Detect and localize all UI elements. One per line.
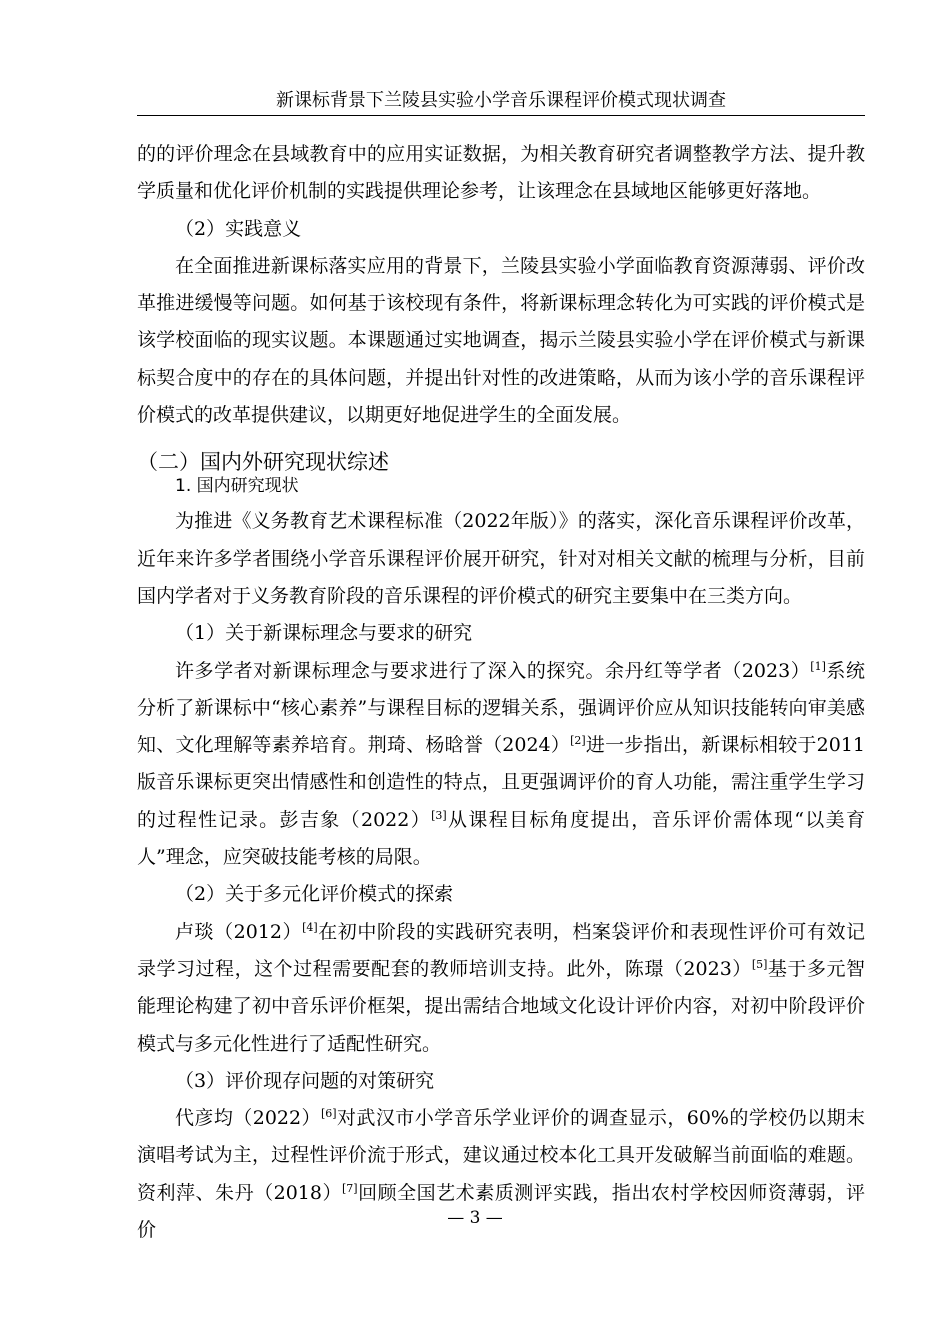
paragraph: 的的评价理念在县域教育中的应用实证数据，为相关教育研究者调整教学方法、提升教学质量和优化评价机制的实践提供理论参考，让该理念在县域地区能够更好落地。 <box>137 143 865 203</box>
text-run: 系统分析了新课标中“核心素养”与课程目标的逻辑关系，强调评价应从知识技能转向审美感知、文化理解等素养培育。荆琦、杨晗誉（2024） <box>137 659 865 757</box>
paragraph <box>137 914 865 1063</box>
paragraph: 为推进《义务教育艺术课程标准（2022年版）》的落实，深化音乐课程评价改革，近年来许多学者围绕小学音乐课程评价展开研究，针对对相关文献的梳理与分析，目前国内学者对于义务教育阶段的音乐课程的评价模式的研究主要集中在三类方向。 <box>137 510 865 607</box>
paragraph-heading: （2）关于多元化评价模式的探索 <box>175 883 454 906</box>
paragraph <box>137 653 865 877</box>
text-run: 在初中阶段的实践研究表明，档案袋评价和表现性评价可有效记录学习过程，这个过程需要配套的教师培训支持。此外，陈璟（2023） <box>137 920 865 980</box>
text-run: 对武汉市小学音乐学业评价的调查显示，60%的学校仍以期末演唱考试为主，过程性评价流于形式，建议通过校本化工具开发破解当前面临的难题。资利萍、朱丹（2018） <box>137 1107 866 1204</box>
text-run: 基于多元智能理论构建了初中音乐评价框架，提出需结合地域文化设计评价内容，对初中阶段评价模式与多元化性进行了适配性研究。 <box>137 957 865 1055</box>
citation-ref: [4] <box>302 920 318 934</box>
running-header: 新课标背景下兰陵县实验小学音乐课程评价模式现状调查 <box>276 90 726 111</box>
text-run: 代彦均（2022） <box>175 1107 321 1130</box>
citation-ref: [1] <box>810 659 826 673</box>
citation-ref: [7] <box>342 1181 358 1195</box>
citation-ref: [5] <box>751 957 768 971</box>
text-run: 卢琰（2012） <box>175 920 303 943</box>
subsection-heading: 1. 国内研究现状 <box>175 476 299 497</box>
paragraph: 在全面推进新课标落实应用的背景下，兰陵县实验小学面临教育资源薄弱、评价改革推进缓慢等问题。如何基于该校现有条件，将新课标理念转化为可实践的评价模式是该学校面临的现实议题。本课题通过实地调查，揭示兰陵县实验小学在评价模式与新课标契合度中的存在的具体问题，并提出针对性的改进策略，从而为该小学的音乐课程评价模式的改革提供建议，以期更好地促进学生的全面发展。 <box>137 254 865 427</box>
text-run: 回顾全国艺术素质测评实践，指出农村学校因师资薄弱，评价 <box>137 1181 865 1242</box>
paragraph-heading: （1）关于新课标理念与要求的研究 <box>175 622 473 645</box>
text-run: 进一步指出，新课标相较于2011版音乐课标更突出情感性和创造性的特点，且更强调评价的育人功能，需注重学生学习的过程性记录。彭吉象（2022） <box>137 734 865 831</box>
citation-ref: [2] <box>570 734 586 748</box>
text-run: 从课程目标角度提出，音乐评价需体现“以美育人”理念，应突破技能考核的局限。 <box>137 808 866 869</box>
section-heading: （二）国内外研究现状综述 <box>137 450 389 475</box>
document-body <box>137 136 865 1249</box>
page-number: — 3 — <box>447 1208 503 1228</box>
citation-ref: [3] <box>431 808 447 822</box>
paragraph-heading: （3）评价现存问题的对策研究 <box>175 1069 435 1092</box>
paragraph-heading: （2）实践意义 <box>175 217 302 240</box>
citation-ref: [6] <box>320 1107 337 1121</box>
header-rule <box>137 115 865 116</box>
text-run: 许多学者对新课标理念与要求进行了深入的探究。余丹红等学者（2023） <box>175 659 811 682</box>
